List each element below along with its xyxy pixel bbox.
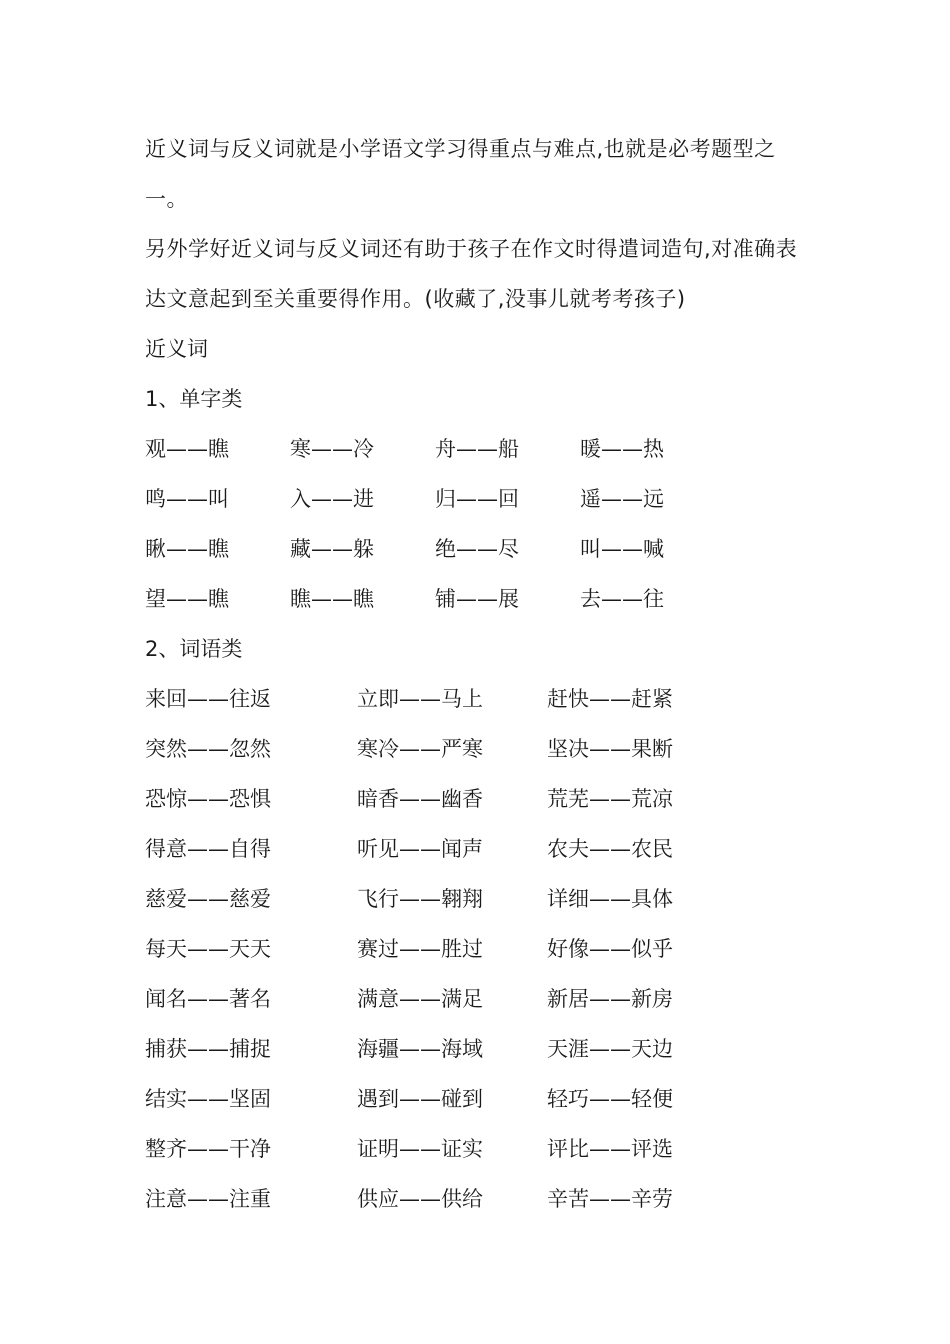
word-pair: 注意——注重 — [145, 1187, 271, 1211]
word-pair: 好像——似乎 — [547, 937, 673, 961]
word-pair: 去——往 — [580, 587, 664, 611]
table-row — [145, 924, 815, 974]
word-heading: 2、词语类 — [145, 637, 243, 661]
word-pair: 闻名——著名 — [145, 987, 271, 1011]
table-row — [145, 1074, 815, 1124]
word-pair: 恐惊——恐惧 — [145, 787, 271, 811]
word-pair: 坚决——果断 — [547, 737, 673, 761]
word-pair: 叫——喊 — [580, 537, 664, 561]
intro-paragraph-2: 另外学好近义词与反义词还有助于孩子在作文时得遣词造句,对准确表达文意起到至关重要得作用。(收藏了,没事儿就考考孩子) — [145, 237, 798, 311]
word-pair: 鸣——叫 — [145, 487, 229, 511]
word-pair: 铺——展 — [435, 587, 519, 611]
table-row — [145, 824, 815, 874]
word-table — [145, 674, 815, 1224]
table-row — [145, 424, 815, 474]
word-pair: 评比——评选 — [547, 1137, 673, 1161]
table-row — [145, 1124, 815, 1174]
word-pair: 观——瞧 — [145, 437, 229, 461]
table-row — [145, 974, 815, 1024]
word-pair: 来回——往返 — [145, 687, 271, 711]
table-row — [145, 874, 815, 924]
single-char-heading: 1、单字类 — [145, 387, 243, 411]
table-row — [145, 1024, 815, 1074]
word-pair: 荒芜——荒凉 — [547, 787, 673, 811]
word-pair: 入——进 — [290, 487, 374, 511]
word-pair: 遇到——碰到 — [357, 1087, 483, 1111]
single-char-table — [145, 424, 815, 624]
table-row — [145, 724, 815, 774]
word-pair: 突然——忽然 — [145, 737, 271, 761]
word-pair: 望——瞧 — [145, 587, 229, 611]
word-pair: 供应——供给 — [357, 1187, 483, 1211]
word-pair: 每天——天天 — [145, 937, 271, 961]
word-pair: 海疆——海域 — [357, 1037, 483, 1061]
word-pair: 结实——坚固 — [145, 1087, 271, 1111]
word-pair: 赶快——赶紧 — [547, 687, 673, 711]
word-pair: 农夫——农民 — [547, 837, 673, 861]
word-pair: 听见——闻声 — [357, 837, 483, 861]
word-pair: 舟——船 — [435, 437, 519, 461]
word-pair: 遥——远 — [580, 487, 664, 511]
word-pair: 捕获——捕捉 — [145, 1037, 271, 1061]
table-row — [145, 474, 815, 524]
document-page — [145, 124, 815, 1224]
word-pair: 绝——尽 — [435, 537, 519, 561]
table-row — [145, 774, 815, 824]
word-pair: 立即——马上 — [357, 687, 483, 711]
word-pair: 暗香——幽香 — [357, 787, 483, 811]
word-pair: 赛过——胜过 — [357, 937, 483, 961]
word-pair: 瞅——瞧 — [145, 537, 229, 561]
table-row — [145, 524, 815, 574]
word-pair: 寒冷——严寒 — [357, 737, 483, 761]
table-row — [145, 674, 815, 724]
word-pair: 寒——冷 — [290, 437, 374, 461]
word-pair: 满意——满足 — [357, 987, 483, 1011]
intro-paragraph-1: 近义词与反义词就是小学语文学习得重点与难点,也就是必考题型之一。 — [145, 137, 776, 211]
word-pair: 轻巧——轻便 — [547, 1087, 673, 1111]
word-pair: 得意——自得 — [145, 837, 271, 861]
table-row — [145, 574, 815, 624]
word-pair: 辛苦——辛劳 — [547, 1187, 673, 1211]
word-pair: 飞行——翱翔 — [357, 887, 483, 911]
word-pair: 详细——具体 — [547, 887, 673, 911]
word-pair: 藏——躲 — [290, 537, 374, 561]
word-pair: 天涯——天边 — [547, 1037, 673, 1061]
word-pair: 整齐——干净 — [145, 1137, 271, 1161]
word-pair: 新居——新房 — [547, 987, 673, 1011]
table-row — [145, 1174, 815, 1224]
word-pair: 瞧——瞧 — [290, 587, 374, 611]
word-pair: 慈爱——慈爱 — [145, 887, 271, 911]
word-pair: 证明——证实 — [357, 1137, 483, 1161]
word-pair: 归——回 — [435, 487, 519, 511]
word-pair: 暖——热 — [580, 437, 664, 461]
section-title: 近义词 — [145, 337, 208, 361]
